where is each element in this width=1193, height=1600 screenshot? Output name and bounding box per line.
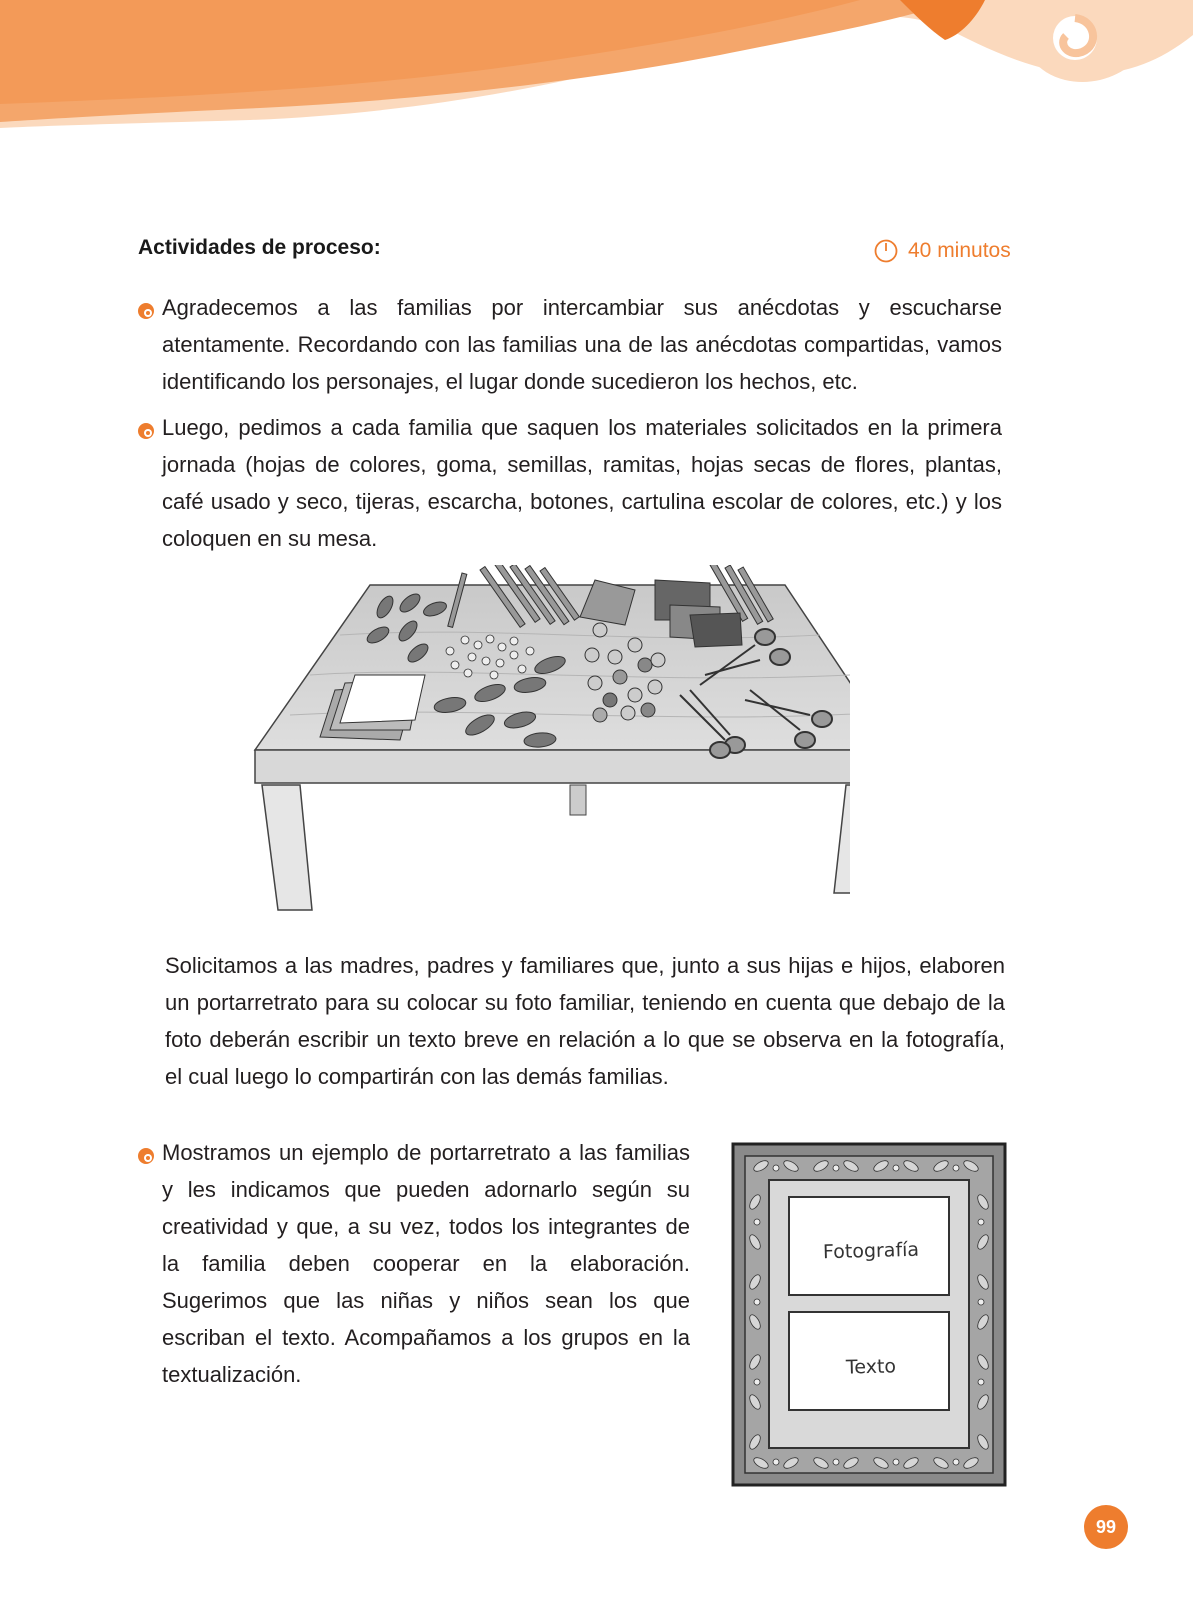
paragraph-1: Agradecemos a las familias por intercambiar sus anécdotas y escucharse atentamente. Recordando con las familias una de las anécdotas compartidas, vamos identificando los personajes, el lugar donde sucedieron los hechos, etc. — [162, 295, 1002, 394]
section-title: Actividades de proceso: — [138, 236, 381, 259]
picture-frame-illustration — [731, 1142, 1007, 1487]
time-indicator — [874, 238, 1011, 264]
paragraph-4: Mostramos un ejemplo de portarretrato a las familias y les indicamos que pueden adornarlo según su creatividad y que, a su vez, todos los integrantes de la familia deben cooperar en la elaboración. Sugerimos que las niñas y niños sean los que escriban el texto. Acompañamos a los grupos en la textualización. — [162, 1140, 690, 1387]
orange-bullet-icon — [137, 422, 155, 440]
page-number: 99 — [1084, 1505, 1128, 1549]
frame-text-label: Texto — [845, 1355, 897, 1379]
orange-bullet-icon — [137, 302, 155, 320]
frame-photo-label: Fotografía — [822, 1238, 920, 1264]
header-wave-decoration — [0, 0, 1193, 140]
clock-icon — [874, 239, 898, 263]
paragraph-2: Luego, pedimos a cada familia que saquen los materiales solicitados en la primera jornada (hojas de colores, goma, semillas, ramitas, hojas secas de flores, plantas, café usado y seco, tijeras, escarcha, botones, cartulina escolar de colores, etc.) y los coloquen en su mesa. — [162, 415, 1002, 551]
paragraph-3: Solicitamos a las madres, padres y familiares que, junto a sus hijas e hijos, elaboren un portarretrato para su colocar su foto familiar, teniendo en cuenta que debajo de la foto deberán escribir un texto breve en relación a lo que se observa en la fotografía, el cual luego lo compartirán con las demás familias. — [165, 953, 1005, 1089]
orange-bullet-icon — [137, 1147, 155, 1165]
table-with-materials-illustration — [250, 565, 850, 930]
time-label: 40 minutos — [908, 239, 1011, 262]
